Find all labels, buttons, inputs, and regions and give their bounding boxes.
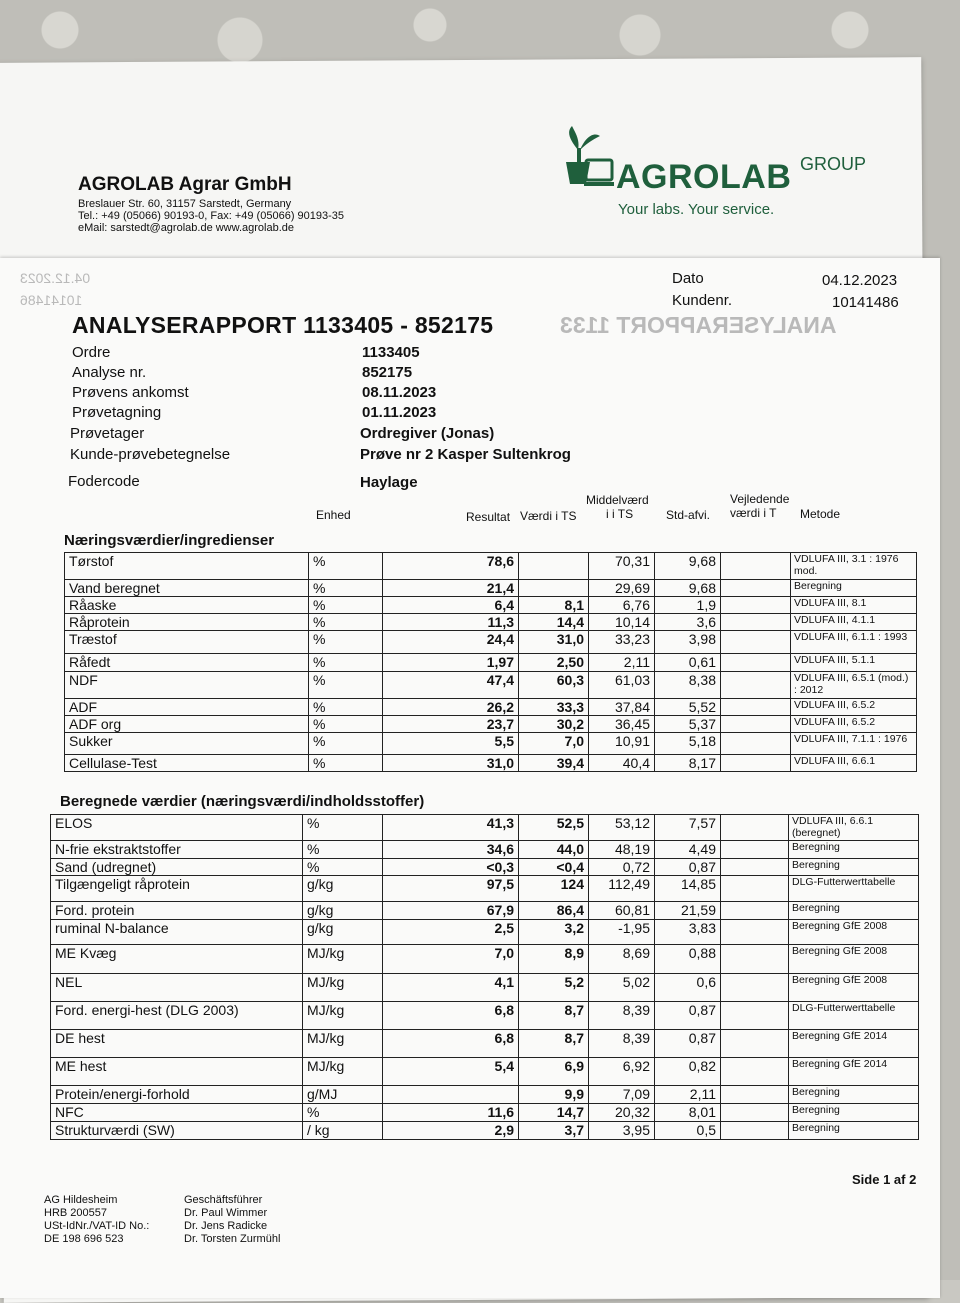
ghost-customer: 10141486 (20, 292, 83, 308)
cell-mean: 8,39 (589, 1030, 655, 1058)
cell-mean: 10,91 (589, 733, 655, 755)
meta-label: Prøvens ankomst (72, 384, 189, 401)
table-row (65, 614, 917, 631)
meta-value: Ordregiver (Jonas) (360, 425, 495, 442)
cell-unit: % (309, 716, 383, 733)
cell-result: 11,6 (383, 1104, 519, 1122)
cell-method: Beregning GfE 2008 (789, 920, 919, 945)
table-row (65, 580, 917, 597)
cell-vejledende (721, 1030, 789, 1058)
cell-name: Tilgængeligt råprotein (51, 876, 303, 902)
cell-method: DLG-Futterwerttabelle (789, 1002, 919, 1030)
cell-std: 9,68 (655, 553, 721, 580)
table-row (65, 733, 917, 755)
cell-ts: 52,5 (519, 815, 589, 841)
cell-name: N-frie ekstraktstoffer (51, 841, 303, 859)
cell-name: Råprotein (65, 614, 309, 631)
cell-ts: 60,3 (519, 672, 589, 699)
table-row (65, 699, 917, 716)
cell-unit: % (303, 841, 383, 859)
cell-std: 0,87 (655, 1030, 721, 1058)
cell-name: ME hest (51, 1058, 303, 1086)
cell-method: VDLUFA III, 6.5.2 (791, 699, 917, 716)
cell-unit: % (309, 733, 383, 755)
cell-std: 3,83 (655, 920, 721, 945)
table-row (51, 920, 919, 945)
table-row (65, 654, 917, 672)
cell-std: 4,49 (655, 841, 721, 859)
cell-vejledende (721, 733, 791, 755)
meta-value: Haylage (360, 474, 418, 491)
cell-mean: 8,69 (589, 945, 655, 974)
col-vejl-line2: værdi i T (730, 506, 777, 520)
meta-value: Prøve nr 2 Kasper Sultenkrog (360, 446, 571, 463)
cell-result: 21,4 (383, 580, 519, 597)
cell-mean: 61,03 (589, 672, 655, 699)
meta-label: Kunde-prøvebetegnelse (70, 446, 231, 463)
table-row (65, 553, 917, 580)
cell-mean: 3,95 (589, 1122, 655, 1140)
cell-vejledende (721, 902, 789, 920)
cell-name: Råaske (65, 597, 309, 614)
cell-method: VDLUFA III, 6.6.1 (beregnet) (789, 815, 919, 841)
cell-result: 24,4 (383, 631, 519, 654)
table-row (51, 815, 919, 841)
table-row (65, 631, 917, 654)
col-vejl-line1: Vejledende (730, 492, 790, 506)
cell-name: Råfedt (65, 654, 309, 672)
cell-ts: 3,7 (519, 1122, 589, 1140)
cell-unit: % (309, 672, 383, 699)
col-enhed: Enhed (316, 508, 351, 522)
cell-mean: 70,31 (589, 553, 655, 580)
cell-method: VDLUFA III, 7.1.1 : 1976 (791, 733, 917, 755)
cell-name: Vand beregnet (65, 580, 309, 597)
footer-line: Dr. Jens Radicke (184, 1220, 268, 1232)
cell-vejledende (721, 920, 789, 945)
agrolab-logo-icon (556, 120, 616, 197)
cell-result: 23,7 (383, 716, 519, 733)
cell-vejledende (721, 841, 789, 859)
cell-name: Ford. protein (51, 902, 303, 920)
meta-value: 08.11.2023 (362, 384, 437, 401)
col-metode: Metode (800, 507, 841, 521)
cell-unit: g/kg (303, 902, 383, 920)
cell-result (383, 1086, 519, 1104)
cell-std: 7,57 (655, 815, 721, 841)
cell-ts: 8,9 (519, 945, 589, 974)
section-title-beregnede: Beregnede værdier (næringsværdi/indholdsstoffer) (60, 793, 425, 810)
cell-unit: % (309, 580, 383, 597)
col-resultat: Resultat (466, 510, 511, 524)
cell-unit: MJ/kg (303, 945, 383, 974)
cell-std: 21,59 (655, 902, 721, 920)
cell-std: 0,87 (655, 859, 721, 876)
cell-ts: 124 (519, 876, 589, 902)
cell-result: 6,8 (383, 1030, 519, 1058)
table-row (51, 1086, 919, 1104)
cell-method: Beregning GfE 2014 (789, 1030, 919, 1058)
cell-name: Træstof (65, 631, 309, 654)
cell-std: 2,11 (655, 1086, 721, 1104)
meta-value: 852175 (362, 364, 413, 381)
cell-method: Beregning (789, 1086, 919, 1104)
cell-ts: 8,7 (519, 1002, 589, 1030)
cell-unit: % (309, 631, 383, 654)
cell-ts (519, 580, 589, 597)
report-title: ANALYSERAPPORT 1133405 - 852175 (72, 312, 494, 338)
cell-result: 31,0 (383, 755, 519, 772)
footer-line: DE 198 696 523 (44, 1233, 124, 1245)
cell-name: ADF (65, 699, 309, 716)
cell-std: 3,6 (655, 614, 721, 631)
cell-ts: 2,50 (519, 654, 589, 672)
cell-unit: g/MJ (303, 1086, 383, 1104)
cell-result: <0,3 (383, 859, 519, 876)
cell-result: 2,9 (383, 1122, 519, 1140)
table-row (65, 755, 917, 772)
cell-result: 7,0 (383, 945, 519, 974)
cell-mean: 60,81 (589, 902, 655, 920)
table-row (51, 1058, 919, 1086)
cell-method: VDLUFA III, 6.5.2 (791, 716, 917, 733)
cell-vejledende (721, 553, 791, 580)
cell-ts: 44,0 (519, 841, 589, 859)
footer-left (44, 1194, 149, 1246)
meta-label: Analyse nr. (72, 364, 147, 381)
company-email: eMail: sarstedt@agrolab.de www.agrolab.de (78, 222, 295, 234)
cell-mean: 33,23 (589, 631, 655, 654)
cell-vejledende (721, 1002, 789, 1030)
cell-mean: 8,39 (589, 1002, 655, 1030)
cell-name: ME Kvæg (51, 945, 303, 974)
cell-ts: 14,4 (519, 614, 589, 631)
table-row (51, 974, 919, 1002)
cell-name: ruminal N-balance (51, 920, 303, 945)
table-row (51, 1104, 919, 1122)
cell-ts: 86,4 (519, 902, 589, 920)
cell-vejledende (721, 631, 791, 654)
nutrients-table (64, 552, 917, 772)
company-phone: Tel.: +49 (05066) 90193-0, Fax: +49 (05066) 90193-35 (78, 210, 345, 222)
cell-unit: g/kg (303, 876, 383, 902)
cell-method: Beregning GfE 2008 (789, 945, 919, 974)
footer-line: AG Hildesheim (44, 1194, 118, 1206)
cell-mean: 6,92 (589, 1058, 655, 1086)
cell-method: DLG-Futterwerttabelle (789, 876, 919, 902)
cell-method: Beregning (791, 580, 917, 597)
customer-no-label: Kundenr. (672, 292, 733, 309)
cell-mean: 20,32 (589, 1104, 655, 1122)
cell-vejledende (721, 945, 789, 974)
cell-method: Beregning (789, 1104, 919, 1122)
cell-result: 78,6 (383, 553, 519, 580)
cell-ts: 7,0 (519, 733, 589, 755)
footer-line: Geschäftsführer (184, 1194, 263, 1206)
cell-unit: % (309, 699, 383, 716)
cell-name: NFC (51, 1104, 303, 1122)
table-row (51, 1002, 919, 1030)
cell-ts: 3,2 (519, 920, 589, 945)
cell-vejledende (721, 597, 791, 614)
cell-unit: g/kg (303, 920, 383, 945)
meta-value: 01.11.2023 (362, 404, 437, 421)
cell-name: NEL (51, 974, 303, 1002)
cell-ts: 6,9 (519, 1058, 589, 1086)
cell-result: 41,3 (383, 815, 519, 841)
cell-unit: MJ/kg (303, 1030, 383, 1058)
cell-name: Strukturværdi (SW) (51, 1122, 303, 1140)
footer-line: Dr. Torsten Zurmühl (184, 1233, 281, 1245)
cell-result: 97,5 (383, 876, 519, 902)
cell-unit: % (303, 815, 383, 841)
meta-label: Ordre (72, 344, 111, 361)
cell-std: 0,88 (655, 945, 721, 974)
cell-name: DE hest (51, 1030, 303, 1058)
cell-method: VDLUFA III, 5.1.1 (791, 654, 917, 672)
date-label: Dato (672, 270, 704, 287)
cell-ts: 8,7 (519, 1030, 589, 1058)
cell-std: 0,61 (655, 654, 721, 672)
cell-mean: 53,12 (589, 815, 655, 841)
ghost-title: ANALYSERAPPORT 1133 (560, 312, 837, 338)
meta-value: 1133405 (362, 344, 420, 361)
cell-std: 14,85 (655, 876, 721, 902)
cell-mean: -1,95 (589, 920, 655, 945)
cell-ts: 14,7 (519, 1104, 589, 1122)
cell-method: VDLUFA III, 3.1 : 1976 mod. (791, 553, 917, 580)
cell-mean: 7,09 (589, 1086, 655, 1104)
footer-line: USt-IdNr./VAT-ID No.: (44, 1220, 150, 1232)
cell-unit: MJ/kg (303, 974, 383, 1002)
cell-std: 0,6 (655, 974, 721, 1002)
cell-ts: 5,2 (519, 974, 589, 1002)
cell-result: 26,2 (383, 699, 519, 716)
table-row (65, 716, 917, 733)
cell-std: 0,5 (655, 1122, 721, 1140)
cell-std: 8,17 (655, 755, 721, 772)
cell-vejledende (721, 1086, 789, 1104)
page-indicator: Side 1 af 2 (852, 1172, 917, 1187)
company-name: AGROLAB Agrar GmbH (78, 174, 292, 195)
cell-mean: 36,45 (589, 716, 655, 733)
logo-group: GROUP (800, 154, 867, 174)
cell-method: Beregning GfE 2008 (789, 974, 919, 1002)
cell-vejledende (721, 815, 789, 841)
cell-unit: % (303, 1104, 383, 1122)
cell-method: Beregning (789, 859, 919, 876)
cell-result: 2,5 (383, 920, 519, 945)
cell-mean: 2,11 (589, 654, 655, 672)
cell-mean: 37,84 (589, 699, 655, 716)
cell-std: 5,18 (655, 733, 721, 755)
logo-brand: AGROLAB (616, 158, 792, 196)
cell-ts: 31,0 (519, 631, 589, 654)
cell-method: VDLUFA III, 8.1 (791, 597, 917, 614)
cell-method: Beregning (789, 841, 919, 859)
cell-name: Sukker (65, 733, 309, 755)
cell-vejledende (721, 755, 791, 772)
cell-vejledende (721, 614, 791, 631)
cell-method: VDLUFA III, 6.6.1 (791, 755, 917, 772)
cell-unit: % (309, 755, 383, 772)
cell-name: Ford. energi-hest (DLG 2003) (51, 1002, 303, 1030)
cell-mean: 10,14 (589, 614, 655, 631)
cell-std: 3,98 (655, 631, 721, 654)
cell-ts (519, 553, 589, 580)
cell-unit: % (309, 654, 383, 672)
cell-result: 47,4 (383, 672, 519, 699)
logo-tagline: Your labs. Your service. (618, 201, 775, 218)
cell-vejledende (721, 716, 791, 733)
table-row (51, 1122, 919, 1140)
cell-method: Beregning GfE 2014 (789, 1058, 919, 1086)
cell-vejledende (721, 876, 789, 902)
meta-label: Prøvetager (70, 425, 145, 442)
cell-vejledende (721, 672, 791, 699)
table-row (51, 1030, 919, 1058)
cell-std: 8,01 (655, 1104, 721, 1122)
cell-mean: 0,72 (589, 859, 655, 876)
cell-mean: 40,4 (589, 755, 655, 772)
cell-unit: % (309, 597, 383, 614)
cell-vejledende (721, 1122, 789, 1140)
col-middel-line1: Middelværd (586, 493, 649, 507)
cell-std: 8,38 (655, 672, 721, 699)
table-row (51, 859, 919, 876)
cell-result: 1,97 (383, 654, 519, 672)
table-row (65, 672, 917, 699)
table-row (51, 902, 919, 920)
cell-ts: 9,9 (519, 1086, 589, 1104)
cell-name: Tørstof (65, 553, 309, 580)
cell-name: Protein/energi-forhold (51, 1086, 303, 1104)
cell-unit: % (303, 859, 383, 876)
cell-result: 67,9 (383, 902, 519, 920)
meta-label: Fodercode (68, 473, 140, 490)
cell-method: VDLUFA III, 6.5.1 (mod.) : 2012 (791, 672, 917, 699)
cell-method: Beregning (789, 1122, 919, 1140)
cell-name: Sand (udregnet) (51, 859, 303, 876)
company-address: Breslauer Str. 60, 31157 Sarstedt, Germany (78, 198, 292, 210)
cell-std: 1,9 (655, 597, 721, 614)
cell-unit: % (309, 553, 383, 580)
table-row (51, 876, 919, 902)
col-std: Std-afvi. (666, 508, 711, 522)
footer-line: HRB 200557 (44, 1207, 107, 1219)
cell-mean: 5,02 (589, 974, 655, 1002)
cell-name: ELOS (51, 815, 303, 841)
cell-std: 5,52 (655, 699, 721, 716)
cell-mean: 112,49 (589, 876, 655, 902)
cell-ts: 33,3 (519, 699, 589, 716)
cell-vejledende (721, 699, 791, 716)
cell-method: VDLUFA III, 4.1.1 (791, 614, 917, 631)
cell-result: 34,6 (383, 841, 519, 859)
col-middel-line2: i i TS (606, 507, 634, 521)
cell-name: ADF org (65, 716, 309, 733)
table-row (51, 841, 919, 859)
cell-vejledende (721, 974, 789, 1002)
cell-name: NDF (65, 672, 309, 699)
cell-vejledende (721, 1058, 789, 1086)
cell-vejledende (721, 580, 791, 597)
section-title-naeringsvaerdier: Næringsværdier/ingredienser (64, 532, 275, 549)
table-row (65, 597, 917, 614)
date-value: 04.12.2023 (822, 272, 898, 289)
cell-result: 5,4 (383, 1058, 519, 1086)
footer-line: Dr. Paul Wimmer (184, 1207, 268, 1219)
ghost-date: 04.12.2023 (20, 270, 91, 286)
cell-ts: 39,4 (519, 755, 589, 772)
cell-method: VDLUFA III, 6.1.1 : 1993 (791, 631, 917, 654)
cell-std: 9,68 (655, 580, 721, 597)
cell-result: 4,1 (383, 974, 519, 1002)
customer-no-value: 10141486 (832, 294, 899, 311)
table-row (51, 945, 919, 974)
footer-right (184, 1194, 280, 1246)
cell-ts: 8,1 (519, 597, 589, 614)
cell-unit: MJ/kg (303, 1002, 383, 1030)
meta-label: Prøvetagning (72, 404, 162, 421)
cell-method: Beregning (789, 902, 919, 920)
calculated-table (50, 814, 919, 1140)
cell-result: 6,8 (383, 1002, 519, 1030)
cell-mean: 6,76 (589, 597, 655, 614)
cell-ts: 30,2 (519, 716, 589, 733)
cell-std: 5,37 (655, 716, 721, 733)
col-vaerdi-ts: Værdi i TS (520, 509, 577, 523)
cell-vejledende (721, 1104, 789, 1122)
cell-vejledende (721, 654, 791, 672)
cell-result: 6,4 (383, 597, 519, 614)
cell-unit: % (309, 614, 383, 631)
cell-std: 0,82 (655, 1058, 721, 1086)
cell-result: 11,3 (383, 614, 519, 631)
cell-mean: 29,69 (589, 580, 655, 597)
cell-unit: / kg (303, 1122, 383, 1140)
cell-vejledende (721, 859, 789, 876)
cell-result: 5,5 (383, 733, 519, 755)
cell-name: Cellulase-Test (65, 755, 309, 772)
cell-std: 0,87 (655, 1002, 721, 1030)
cell-mean: 48,19 (589, 841, 655, 859)
cell-unit: MJ/kg (303, 1058, 383, 1086)
cell-ts: <0,4 (519, 859, 589, 876)
